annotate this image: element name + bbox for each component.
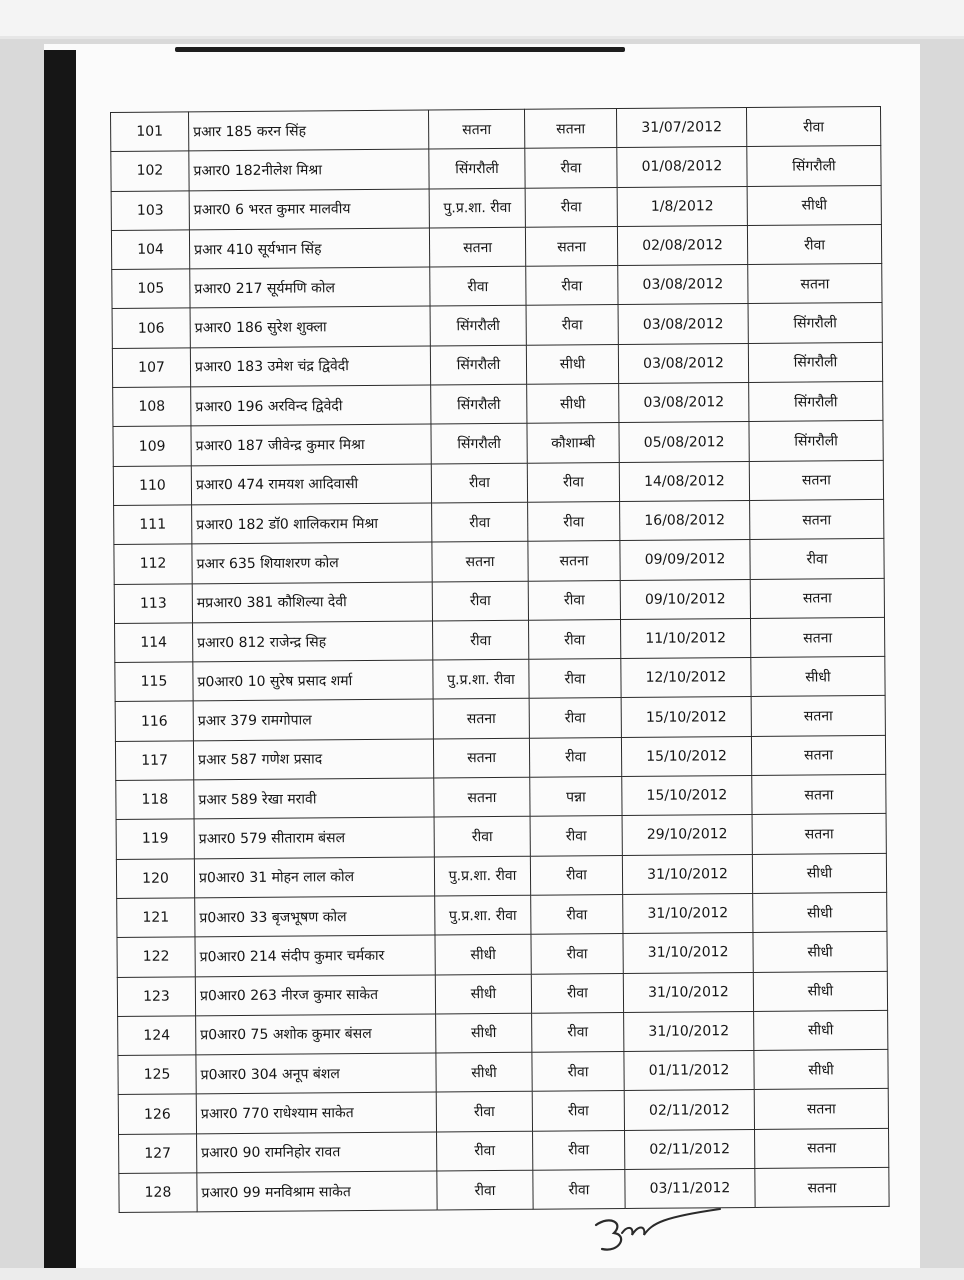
transfer-district-cell: सतना xyxy=(748,264,882,304)
date-cell: 15/10/2012 xyxy=(621,736,751,776)
table-row xyxy=(117,971,887,1016)
posting-district-cell: रीवा xyxy=(529,659,621,699)
name-cell: प्र0आर0 10 सुरेष प्रसाद शर्मा xyxy=(193,660,433,701)
table-row xyxy=(116,814,886,859)
name-cell: प्र0आर0 263 नीरज कुमार साकेत xyxy=(195,975,435,1016)
transfer-district-cell: सतना xyxy=(749,460,883,500)
serial-number-cell: 111 xyxy=(114,505,192,545)
transfer-district-cell: सतना xyxy=(755,1128,889,1168)
posting-district-cell: कौशाम्बी xyxy=(527,423,619,463)
table-row xyxy=(111,185,881,230)
transfer-district-cell: सतना xyxy=(755,1167,889,1207)
serial-number-cell: 114 xyxy=(115,623,193,663)
date-cell: 1/8/2012 xyxy=(617,186,747,226)
serial-number-cell: 120 xyxy=(116,859,194,899)
date-cell: 05/08/2012 xyxy=(619,422,749,462)
origin-district-cell: रीवा xyxy=(433,620,529,660)
date-cell: 29/10/2012 xyxy=(622,815,752,855)
date-cell: 03/11/2012 xyxy=(625,1168,755,1208)
posting-district-cell: रीवा xyxy=(531,973,623,1013)
name-cell: प्रआर0 6 भरत कुमार मालवीय xyxy=(189,189,429,230)
transfer-district-cell: सिंगरौली xyxy=(747,146,881,186)
serial-number-cell: 118 xyxy=(116,780,194,820)
table-row xyxy=(113,382,883,427)
transfer-district-cell: सिंगरौली xyxy=(749,382,883,422)
serial-number-cell: 127 xyxy=(119,1134,197,1174)
table-row xyxy=(114,578,884,623)
transfer-district-cell: सतना xyxy=(750,499,884,539)
origin-district-cell: सतना xyxy=(432,541,528,581)
origin-district-cell: रीवा xyxy=(434,817,530,857)
serial-number-cell: 126 xyxy=(118,1094,196,1134)
ledger-table-wrapper xyxy=(110,106,890,1213)
transfer-district-cell: रीवा xyxy=(746,106,880,146)
date-cell: 15/10/2012 xyxy=(621,697,751,737)
origin-district-cell: रीवा xyxy=(431,463,527,503)
serial-number-cell: 104 xyxy=(111,230,189,270)
page-edge-shadow xyxy=(44,50,76,1275)
transfer-district-cell: सतना xyxy=(751,735,885,775)
transfer-district-cell: सतना xyxy=(750,617,884,657)
serial-number-cell: 122 xyxy=(117,937,195,977)
posting-district-cell: रीवा xyxy=(528,580,620,620)
transfer-district-cell: सतना xyxy=(754,1089,888,1129)
transfer-district-cell: सीधी xyxy=(751,657,885,697)
origin-district-cell: पु.प्र.शा. रीवा xyxy=(434,856,530,896)
date-cell: 09/09/2012 xyxy=(620,540,750,580)
posting-district-cell: रीवा xyxy=(525,187,617,227)
date-cell: 31/10/2012 xyxy=(623,933,753,973)
name-cell: प्रआर0 182नीलेश मिश्रा xyxy=(189,149,429,190)
origin-district-cell: सिंगरौली xyxy=(431,424,527,464)
table-row xyxy=(118,1010,888,1055)
posting-district-cell: रीवा xyxy=(529,619,621,659)
viewer-top-bar xyxy=(0,0,964,36)
ledger-rows xyxy=(111,106,890,1212)
date-cell: 02/11/2012 xyxy=(625,1129,755,1169)
transfer-district-cell: सीधी xyxy=(747,185,881,225)
origin-district-cell: पु.प्र.शा. रीवा xyxy=(429,188,525,228)
transfer-district-cell: सीधी xyxy=(753,971,887,1011)
transfer-district-cell: सीधी xyxy=(753,932,887,972)
table-row xyxy=(114,499,884,544)
posting-district-cell: सतना xyxy=(524,109,616,149)
origin-district-cell: पु.प्र.शा. रीवा xyxy=(433,659,529,699)
serial-number-cell: 121 xyxy=(117,898,195,938)
date-cell: 31/10/2012 xyxy=(623,893,753,933)
name-cell: प्र0आर0 214 संदीप कुमार चर्मकार xyxy=(195,935,435,976)
serial-number-cell: 117 xyxy=(115,741,193,781)
transfer-district-cell: सिंगरौली xyxy=(748,303,882,343)
origin-district-cell: रीवा xyxy=(432,502,528,542)
origin-district-cell: सिंगरौली xyxy=(429,149,525,189)
posting-district-cell: रीवा xyxy=(532,1012,624,1052)
origin-district-cell: पु.प्र.शा. रीवा xyxy=(435,895,531,935)
name-cell: प्रआर0 183 उमेश चंद्र द्विवेदी xyxy=(190,346,430,387)
table-row xyxy=(115,735,885,780)
name-cell: प्रआर 185 करन सिंह xyxy=(189,110,429,151)
transfer-district-cell: सिंगरौली xyxy=(748,342,882,382)
origin-district-cell: सीधी xyxy=(436,1052,532,1092)
date-cell: 03/08/2012 xyxy=(618,265,748,305)
serial-number-cell: 112 xyxy=(114,544,192,584)
name-cell: प्रआर0 99 मनविश्राम साकेत xyxy=(197,1171,437,1212)
posting-district-cell: रीवा xyxy=(531,934,623,974)
date-cell: 31/10/2012 xyxy=(623,972,753,1012)
table-row xyxy=(113,460,883,505)
date-cell: 14/08/2012 xyxy=(619,461,749,501)
serial-number-cell: 116 xyxy=(115,701,193,741)
date-cell: 31/10/2012 xyxy=(622,854,752,894)
serial-number-cell: 105 xyxy=(112,269,190,309)
name-cell: प्र0आर0 75 अशोक कुमार बंसल xyxy=(196,1014,436,1055)
table-row xyxy=(113,421,883,466)
date-cell: 31/10/2012 xyxy=(624,1011,754,1051)
table-row xyxy=(117,932,887,977)
posting-district-cell: सीधी xyxy=(527,384,619,424)
posting-district-cell: सतना xyxy=(525,226,617,266)
viewer-divider xyxy=(0,36,964,39)
name-cell: प्रआर0 196 अरविन्द द्विवेदी xyxy=(191,385,431,426)
transfer-district-cell: सतना xyxy=(752,814,886,854)
serial-number-cell: 109 xyxy=(113,426,191,466)
posting-district-cell: रीवा xyxy=(525,148,617,188)
posting-district-cell: रीवा xyxy=(528,501,620,541)
origin-district-cell: सीधी xyxy=(435,934,531,974)
handwritten-signature-icon xyxy=(588,1203,728,1263)
posting-district-cell: रीवा xyxy=(532,1091,624,1131)
posting-district-cell: रीवा xyxy=(526,305,618,345)
transfer-district-cell: सीधी xyxy=(754,1050,888,1090)
serial-number-cell: 128 xyxy=(119,1173,197,1213)
table-row xyxy=(115,617,885,662)
transfer-district-cell: रीवा xyxy=(747,224,881,264)
name-cell: प्र0आर0 31 मोहन लाल कोल xyxy=(194,857,434,898)
origin-district-cell: सीधी xyxy=(435,974,531,1014)
posting-district-cell: रीवा xyxy=(530,816,622,856)
table-row xyxy=(116,774,886,819)
ledger-table xyxy=(110,106,890,1213)
posting-district-cell: रीवा xyxy=(526,266,618,306)
origin-district-cell: सीधी xyxy=(436,1013,532,1053)
serial-number-cell: 124 xyxy=(118,1016,196,1056)
origin-district-cell: रीवा xyxy=(432,581,528,621)
origin-district-cell: सतना xyxy=(433,699,529,739)
transfer-district-cell: सतना xyxy=(752,774,886,814)
table-row xyxy=(115,657,885,702)
table-row xyxy=(119,1167,889,1212)
date-cell: 16/08/2012 xyxy=(620,500,750,540)
table-row xyxy=(118,1050,888,1095)
origin-district-cell: रीवा xyxy=(430,266,526,306)
name-cell: प्र0आर0 33 बृजभूषण कोल xyxy=(195,896,435,937)
posting-district-cell: रीवा xyxy=(530,855,622,895)
posting-district-cell: सतना xyxy=(528,541,620,581)
table-row xyxy=(111,224,881,269)
name-cell: प्र0आर0 304 अनूप बंशल xyxy=(196,1053,436,1094)
table-row xyxy=(114,539,884,584)
table-row xyxy=(112,303,882,348)
transfer-district-cell: सतना xyxy=(751,696,885,736)
table-row xyxy=(111,146,881,191)
name-cell: प्रआर0 182 डॉ0 शालिकराम मिश्रा xyxy=(192,503,432,544)
table-row xyxy=(118,1089,888,1134)
origin-district-cell: सिंगरौली xyxy=(430,306,526,346)
table-row xyxy=(115,696,885,741)
table-row xyxy=(117,892,887,937)
name-cell: प्रआर 410 सूर्यभान सिंह xyxy=(189,228,429,269)
transfer-district-cell: रीवा xyxy=(750,539,884,579)
name-cell: प्रआर0 770 राधेश्याम साकेत xyxy=(196,1092,436,1133)
serial-number-cell: 123 xyxy=(117,976,195,1016)
transfer-district-cell: सतना xyxy=(750,578,884,618)
name-cell: प्रआर0 217 सूर्यमणि कोल xyxy=(190,267,430,308)
name-cell: प्रआर0 474 रामयश आदिवासी xyxy=(191,464,431,505)
origin-district-cell: सतना xyxy=(434,777,530,817)
serial-number-cell: 101 xyxy=(111,112,189,152)
posting-district-cell: रीवा xyxy=(527,462,619,502)
table-row xyxy=(119,1128,889,1173)
origin-district-cell: सतना xyxy=(428,109,524,149)
viewer-bottom-bar xyxy=(0,1268,964,1280)
origin-district-cell: रीवा xyxy=(437,1131,533,1171)
name-cell: प्रआर 587 गणेश प्रसाद xyxy=(193,739,433,780)
date-cell: 09/10/2012 xyxy=(620,579,750,619)
name-cell: प्रआर 379 रामगोपाल xyxy=(193,699,433,740)
origin-district-cell: सिंगरौली xyxy=(431,384,527,424)
serial-number-cell: 119 xyxy=(116,819,194,859)
name-cell: मप्रआर0 381 कौशिल्या देवी xyxy=(192,582,432,623)
posting-district-cell: रीवा xyxy=(532,1052,624,1092)
posting-district-cell: रीवा xyxy=(533,1130,625,1170)
page-top-shadow xyxy=(175,47,625,52)
serial-number-cell: 125 xyxy=(118,1055,196,1095)
origin-district-cell: रीवा xyxy=(436,1092,532,1132)
name-cell: प्रआर 635 शियाशरण कोल xyxy=(192,542,432,583)
origin-district-cell: सिंगरौली xyxy=(430,345,526,385)
transfer-district-cell: सीधी xyxy=(754,1010,888,1050)
serial-number-cell: 110 xyxy=(113,466,191,506)
date-cell: 31/07/2012 xyxy=(616,108,746,148)
posting-district-cell: रीवा xyxy=(529,698,621,738)
transfer-district-cell: सिंगरौली xyxy=(749,421,883,461)
date-cell: 01/08/2012 xyxy=(617,147,747,187)
date-cell: 03/08/2012 xyxy=(619,383,749,423)
table-row xyxy=(116,853,886,898)
date-cell: 12/10/2012 xyxy=(621,658,751,698)
posting-district-cell: पन्ना xyxy=(530,777,622,817)
name-cell: प्रआर0 812 राजेन्द्र सिह xyxy=(193,621,433,662)
serial-number-cell: 113 xyxy=(114,583,192,623)
table-row xyxy=(112,342,882,387)
name-cell: प्रआर0 186 सुरेश शुक्ला xyxy=(190,306,430,347)
name-cell: प्रआर0 187 जीवेन्द्र कुमार मिश्रा xyxy=(191,424,431,465)
origin-district-cell: सतना xyxy=(433,738,529,778)
serial-number-cell: 103 xyxy=(111,190,189,230)
transfer-district-cell: सीधी xyxy=(752,853,886,893)
date-cell: 03/08/2012 xyxy=(618,304,748,344)
serial-number-cell: 108 xyxy=(113,387,191,427)
origin-district-cell: रीवा xyxy=(437,1170,533,1210)
name-cell: प्रआर 589 रेखा मरावी xyxy=(194,778,434,819)
name-cell: प्रआर0 90 रामनिहोर रावत xyxy=(197,1132,437,1173)
posting-district-cell: रीवा xyxy=(529,737,621,777)
posting-district-cell: रीवा xyxy=(531,894,623,934)
posting-district-cell: रीवा xyxy=(533,1170,625,1210)
origin-district-cell: सतना xyxy=(429,227,525,267)
serial-number-cell: 107 xyxy=(112,348,190,388)
posting-district-cell: सीधी xyxy=(526,344,618,384)
date-cell: 15/10/2012 xyxy=(622,776,752,816)
date-cell: 01/11/2012 xyxy=(624,1051,754,1091)
name-cell: प्रआर0 579 सीताराम बंसल xyxy=(194,817,434,858)
serial-number-cell: 106 xyxy=(112,308,190,348)
serial-number-cell: 102 xyxy=(111,151,189,191)
table-row xyxy=(111,106,881,151)
date-cell: 11/10/2012 xyxy=(621,618,751,658)
date-cell: 02/08/2012 xyxy=(617,225,747,265)
date-cell: 02/11/2012 xyxy=(624,1090,754,1130)
table-row xyxy=(112,264,882,309)
transfer-district-cell: सीधी xyxy=(753,892,887,932)
serial-number-cell: 115 xyxy=(115,662,193,702)
date-cell: 03/08/2012 xyxy=(618,343,748,383)
